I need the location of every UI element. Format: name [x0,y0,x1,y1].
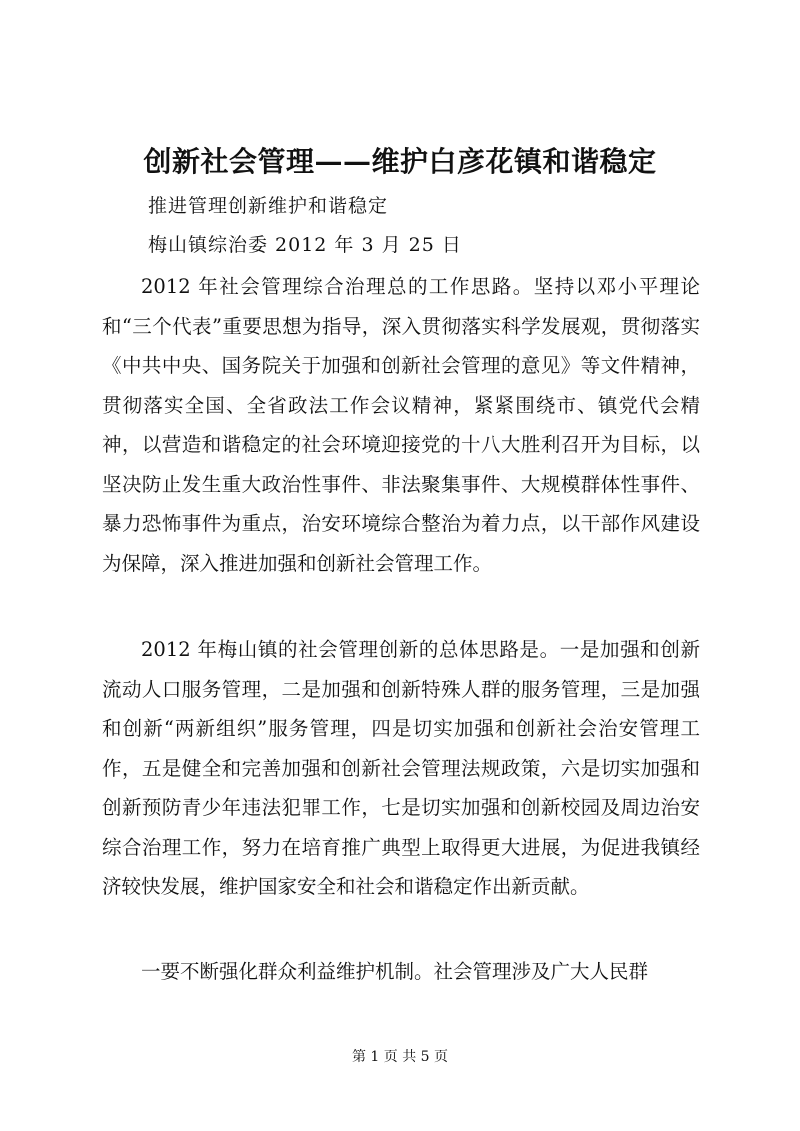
body-paragraph-3 [102,952,700,992]
subtitle-line: 推进管理创新维护和谐稳定 [148,195,389,217]
paragraph-text: 2012 年梅山镇的社会管理创新的总体思路是。一是加强和创新流动人口服务管理，二是加强和创新特殊人群的服务管理，三是加强和创新“两新组织”服务管理，四是切实加强和创新社会治安管理工作，五是健全和完善加强和创新社会管理法规政策，六是切实加强和创新预防青少年违法犯罪工作，七是切实加强和创新校园及周边治安综合治理工作，努力在培育推广典型上取得更大进展，为促进我镇经济较快发展，维护国家安全和社会和谐稳定作出新贡献。 [102,638,700,898]
page-footer: 第 1 页 共 5 页 [351,1049,449,1065]
author-date-line: 梅山镇综治委 2012 年 3 月 25 日 [148,234,462,256]
paragraph-text: 2012 年社会管理综合治理总的工作思路。坚持以邓小平理论和“三个代表”重要思想为指导，深入贯彻落实科学发展观，贯彻落实《中共中央、国务院关于加强和创新社会管理的意见》等文件精神，贯彻落实全国、全省政法工作会议精神，紧紧围绕市、镇党代会精神，以营造和谐稳定的社会环境迎接党的十八大胜利召开为目标，以坚决防止发生重大政治性事件、非法聚集事件、大规模群体性事件、暴力恐怖事件为重点，治安环境综合整治为着力点，以干部作风建设为保障，深入推进加强和创新社会管理工作。 [102,275,700,575]
paragraph-text: 一要不断强化群众利益维护机制。社会管理涉及广大人民群 [141,960,649,983]
document-title: 创新社会管理——维护白彦花镇和谐稳定 [143,145,657,178]
body-paragraph-1 [102,267,700,583]
body-paragraph-2 [102,630,700,907]
